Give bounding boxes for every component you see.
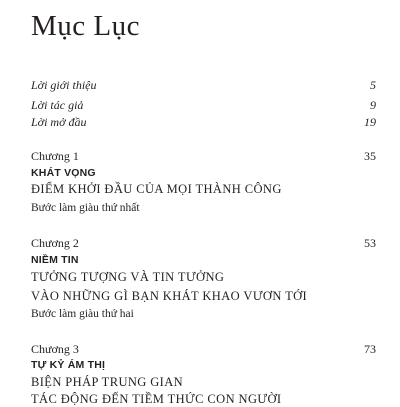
chapter-subtitle: ĐIỂM KHỞI ĐẦU CỦA MỌI THÀNH CÔNG	[31, 182, 282, 196]
chapter-title: KHÁT VỌNG	[31, 167, 96, 179]
chapter-subtitle: TÁC ĐỘNG ĐẾN TIỀM THỨC CON NGƯỜI	[31, 392, 282, 406]
chapter-page: 53	[364, 236, 376, 250]
chapter-label: Chương 3	[31, 342, 79, 356]
chapter-heading[interactable]	[31, 342, 376, 356]
toc-entry[interactable]	[31, 115, 376, 129]
toc-entry-label: Lời tác giả	[31, 98, 84, 112]
toc-entry[interactable]	[31, 78, 376, 92]
chapter-title: NIỀM TIN	[31, 254, 79, 266]
toc-entry-page: 19	[364, 115, 376, 129]
chapter-page: 73	[364, 342, 376, 356]
chapter-heading[interactable]	[31, 236, 376, 250]
toc-entry-page: 5	[370, 78, 376, 92]
chapter-subtitle: VÀO NHỮNG GÌ BẠN KHÁT KHAO VƯƠN TỚI	[31, 289, 308, 303]
chapter-title: TỰ KỶ ÁM THỊ	[31, 359, 106, 371]
chapter-label: Chương 2	[31, 236, 79, 250]
toc-entry-label: Lời giới thiệu	[31, 78, 97, 92]
chapter-step: Bước làm giàu thứ hai	[31, 308, 134, 320]
chapter-heading[interactable]	[31, 149, 376, 163]
chapter-step: Bước làm giàu thứ nhất	[31, 202, 140, 214]
toc-entry-label: Lời mở đầu	[31, 115, 87, 129]
chapter-page: 35	[364, 149, 376, 163]
toc-entry[interactable]	[31, 98, 376, 112]
toc-entry-page: 9	[370, 98, 376, 112]
page-title: Mục Lục	[31, 10, 140, 42]
chapter-subtitle: TƯỞNG TƯỢNG VÀ TIN TƯỞNG	[31, 270, 225, 284]
chapter-subtitle: BIỆN PHÁP TRUNG GIAN	[31, 375, 184, 389]
chapter-label: Chương 1	[31, 149, 79, 163]
